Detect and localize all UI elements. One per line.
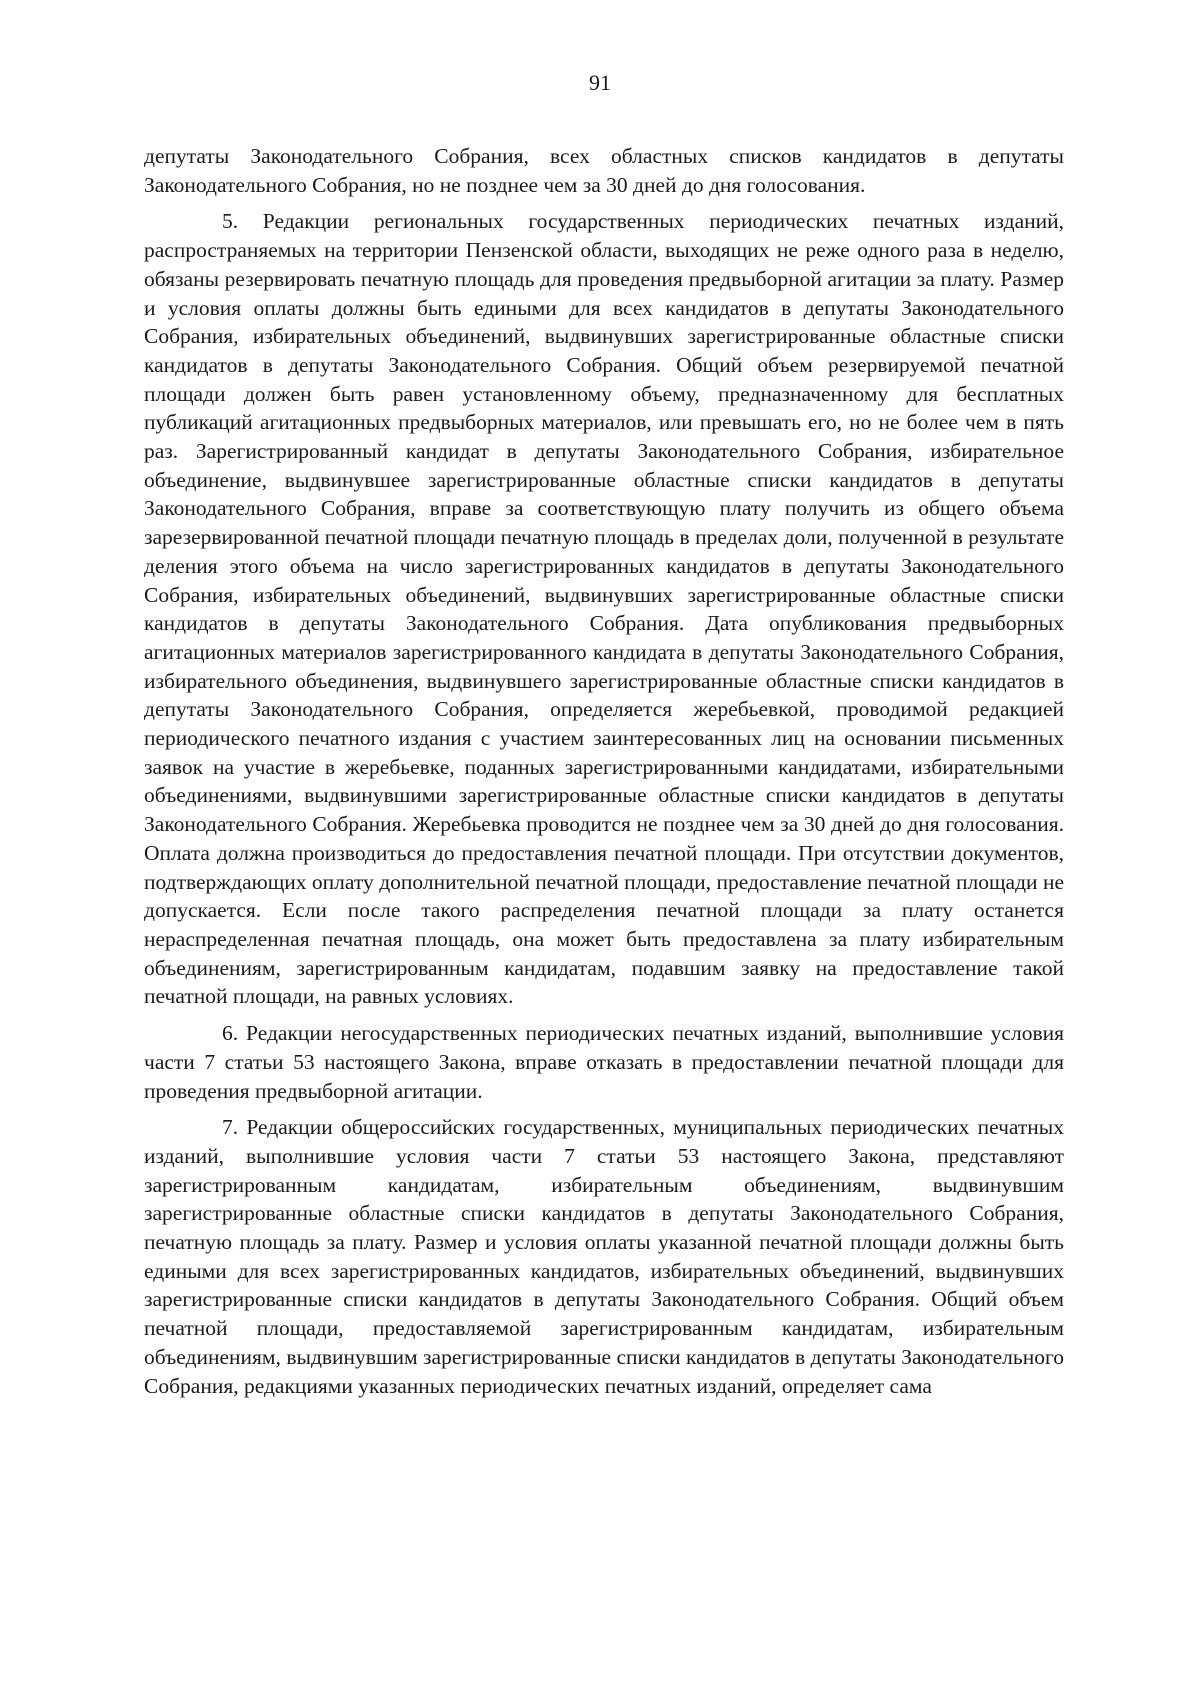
paragraph-item-7: 7. Редакции общероссийских государственных, муниципальных периодических печатных изданий, выполнившие условия части 7 статьи 53 настоящего Закона, представляют зарегистрированным кандидатам, избирательным объединениям, выдвинувшим зарегистрированные областные списки кандидатов в депутаты Законодательного Собрания, печатную площадь за плату. Размер и условия оплаты указанной печатной площади должны быть едиными для всех зарегистрированных кандидатов, избирательных объединений, выдвинувших зарегистрированные списки кандидатов в депутаты Законодательного Собрания. Общий объем печатной площади, предоставляемой зарегистрированным кандидатам, избирательным объединениям, выдвинувшим зарегистрированные списки кандидатов в депутаты Законодательного Собрания, редакциями указанных периодических печатных изданий, определяет сама (144, 1115, 1064, 1398)
document-body (144, 142, 1064, 1400)
paragraph-item-6: 6. Редакции негосударственных периодических печатных изданий, выполнившие условия части 7 статьи 53 настоящего Закона, вправе отказать в предоставлении печатной площади для проведения предвыборной агитации. (144, 1021, 1064, 1103)
paragraph-continuation: депутаты Законодательного Собрания, всех областных списков кандидатов в депутаты Законодательного Собрания, но не позднее чем за 30 дней до дня голосования. (144, 144, 1064, 197)
paragraph-item-5: 5. Редакции региональных государственных периодических печатных изданий, распространяемых на территории Пензенской области, выходящих не реже одного раза в неделю, обязаны резервировать печатную площадь для проведения предвыборной агитации за плату. Размер и условия оплаты должны быть едиными для всех кандидатов в депутаты Законодательного Собрания, избирательных объединений, выдвинувших зарегистрированные областные списки кандидатов в депутаты Законодательного Собрания. Общий объем резервируемой печатной площади должен быть равен установленному объему, предназначенному для бесплатных публикаций агитационных предвыборных материалов, или превышать его, но не более чем в пять раз. Зарегистрированный кандидат в депутаты Законодательного Собрания, избирательное объединение, выдвинувшее зарегистрированные областные списки кандидатов в депутаты Законодательного Собрания, вправе за соответствующую плату получить из общего объема зарезервированной печатной площади печатную площадь в пределах доли, полученной в результате деления этого объема на число зарегистрированных кандидатов в депутаты Законодательного Собрания, избирательных объединений, выдвинувших зарегистрированные областные списки кандидатов в депутаты Законодательного Собрания. Дата опубликования предвыборных агитационных материалов зарегистрированного кандидата в депутаты Законодательного Собрания, избирательного объединения, выдвинувшего зарегистрированные областные списки кандидатов в депутаты Законодательного Собрания, определяется жеребьевкой, проводимой редакцией периодического печатного издания с участием заинтересованных лиц на основании письменных заявок на участие в жеребьевке, поданных зарегистрированными кандидатами, избирательными объединениями, выдвинувшими зарегистрированные областные списки кандидатов в депутаты Законодательного Собрания. Жеребьевка проводится не позднее чем за 30 дней до дня голосования. Оплата должна производиться до предоставления печатной площади. При отсутствии документов, подтверждающих оплату дополнительной печатной площади, предоставление печатной площади не допускается. Если после такого распределения печатной площади за плату останется нераспределенная печатная площадь, она может быть предоставлена за плату избирательным объединениям, зарегистрированным кандидатам, подавшим заявку на предоставление такой печатной площади, на равных условиях. (144, 209, 1064, 1009)
page-number: 91 (589, 70, 611, 95)
